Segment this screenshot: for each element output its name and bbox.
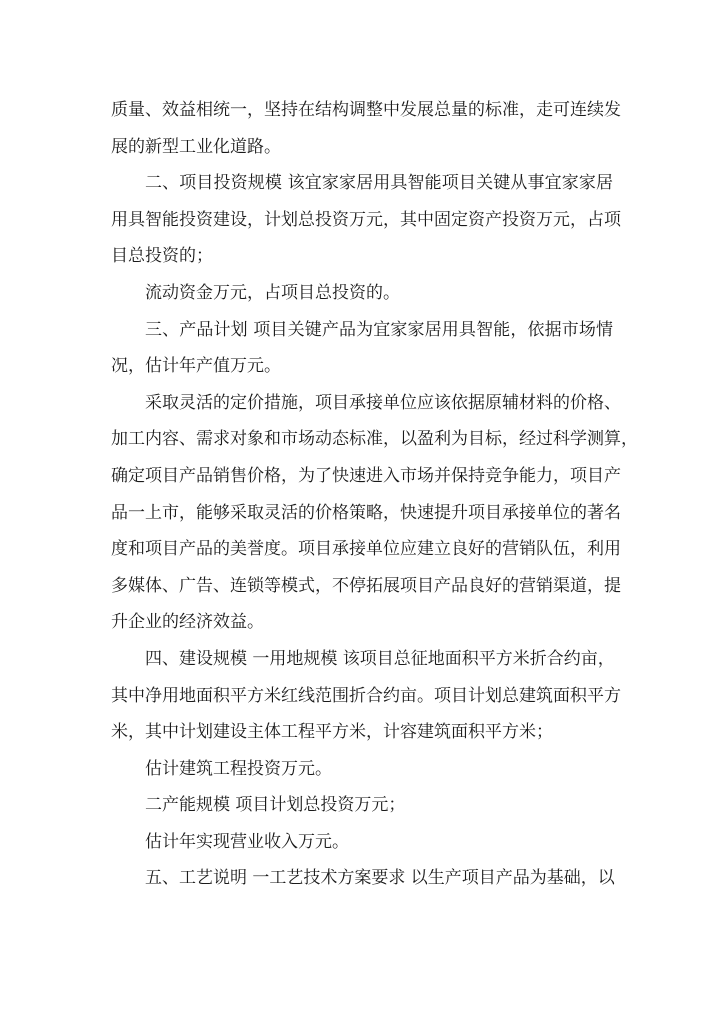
- text-line: 二产能规模 项目计划总投资万元；: [145, 795, 406, 816]
- text-line: 确定项目产品销售价格，为了快速进入市场并保持竞争能力，项目产: [111, 465, 621, 486]
- text-line: 采取灵活的定价措施，项目承接单位应该依据原辅材料的价格、: [145, 392, 621, 413]
- text-line: 四、建设规模 一用地规模 该项目总征地面积平方米折合约亩，: [145, 648, 615, 669]
- text-line: 米，其中计划建设主体工程平方米，计容建筑面积平方米；: [111, 722, 553, 743]
- text-line: 其中净用地面积平方米红线范围折合约亩。项目计划总建筑面积平方: [111, 685, 621, 706]
- text-line: 估计年实现营业收入万元。: [145, 831, 349, 852]
- text-line: 用具智能投资建设，计划总投资万元，其中固定资产投资万元，占项: [111, 209, 621, 230]
- text-line: 二、项目投资规模 该宜家家居用具智能项目关键从事宜家家居: [145, 173, 613, 194]
- text-line: 升企业的经济效益。: [111, 612, 264, 633]
- text-line: 展的新型工业化道路。: [111, 136, 281, 157]
- text-line: 估计建筑工程投资万元。: [145, 758, 332, 779]
- text-line: 加工内容、需求对象和市场动态标准，以盈利为目标，经过科学测算，: [111, 429, 638, 450]
- text-line: 品一上市，能够采取灵活的价格策略，快速提升项目承接单位的著名: [111, 502, 621, 523]
- text-line: 流动资金万元，占项目总投资的。: [145, 282, 400, 303]
- text-line: 三、产品计划 项目关键产品为宜家家居用具智能，依据市场情: [145, 319, 613, 340]
- text-line: 多媒体、广告、连锁等模式，不停拓展项目产品良好的营销渠道，提: [111, 575, 621, 596]
- text-line: 度和项目产品的美誉度。项目承接单位应建立良好的营销队伍，利用: [111, 539, 621, 560]
- document-body: [111, 92, 638, 897]
- text-line: 五、工艺说明 一工艺技术方案要求 以生产项目产品为基础，以: [145, 868, 615, 889]
- text-line: 目总投资的；: [111, 246, 213, 267]
- text-line: 质量、效益相统一，坚持在结构调整中发展总量的标准，走可连续发: [111, 100, 621, 120]
- text-line: 况，估计年产值万元。: [111, 356, 281, 377]
